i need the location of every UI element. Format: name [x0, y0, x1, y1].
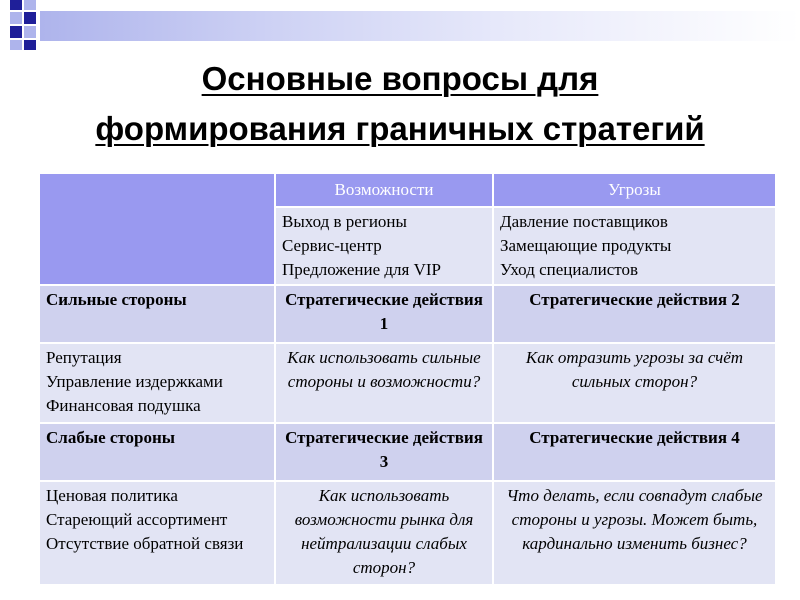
list-item: Стареющий ассортимент	[46, 510, 228, 529]
opportunities-list	[275, 207, 493, 285]
strengths-list	[39, 343, 275, 423]
strategic-action-2: Стратегические действия 2	[493, 285, 776, 343]
decorative-square	[10, 26, 22, 38]
list-item: Предложение для VIP	[282, 260, 441, 279]
table-corner-cell	[39, 173, 275, 285]
list-item: Давление поставщиков	[500, 212, 668, 231]
decorative-square	[10, 40, 22, 50]
header-decoration	[0, 0, 800, 56]
list-item: Репутация	[46, 348, 122, 367]
decorative-square	[10, 12, 22, 24]
strategy-question-1: Как использовать сильные стороны и возможности?	[275, 343, 493, 423]
page-title-line-1: Основные вопросы для	[201, 60, 599, 97]
list-item: Финансовая подушка	[46, 396, 201, 415]
list-item: Сервис-центр	[282, 236, 382, 255]
decorative-square	[24, 0, 36, 10]
strategy-question-2: Как отразить угрозы за счёт сильных сторон?	[493, 343, 776, 423]
decorative-square	[24, 40, 36, 50]
header-threats: Угрозы	[493, 173, 776, 207]
decorative-square	[10, 0, 22, 10]
swot-strategy-table	[38, 172, 777, 586]
weaknesses-label: Слабые стороны	[39, 423, 275, 481]
list-item: Замещающие продукты	[500, 236, 672, 255]
list-item: Отсутствие обратной связи	[46, 534, 244, 553]
strategic-action-1: Стратегические действия 1	[275, 285, 493, 343]
decorative-gradient-bar	[40, 11, 800, 41]
page-title	[0, 54, 800, 154]
list-item: Ценовая политика	[46, 486, 178, 505]
list-item: Выход в регионы	[282, 212, 407, 231]
weaknesses-list	[39, 481, 275, 585]
strategic-action-4: Стратегические действия 4	[493, 423, 776, 481]
list-item: Уход специалистов	[500, 260, 639, 279]
threats-list	[493, 207, 776, 285]
decorative-square	[24, 26, 36, 38]
list-item: Управление издержками	[46, 372, 223, 391]
strategic-action-3: Стратегические действия 3	[275, 423, 493, 481]
header-opportunities: Возможности	[275, 173, 493, 207]
strategy-question-3: Как использовать возможности рынка для нейтрализации слабых сторон?	[275, 481, 493, 585]
strengths-label: Сильные стороны	[39, 285, 275, 343]
strategy-question-4: Что делать, если совпадут слабые стороны и угрозы. Может быть, кардинально изменить бизнес?	[493, 481, 776, 585]
page-title-line-2: формирования граничных стратегий	[95, 110, 705, 147]
decorative-square	[24, 12, 36, 24]
